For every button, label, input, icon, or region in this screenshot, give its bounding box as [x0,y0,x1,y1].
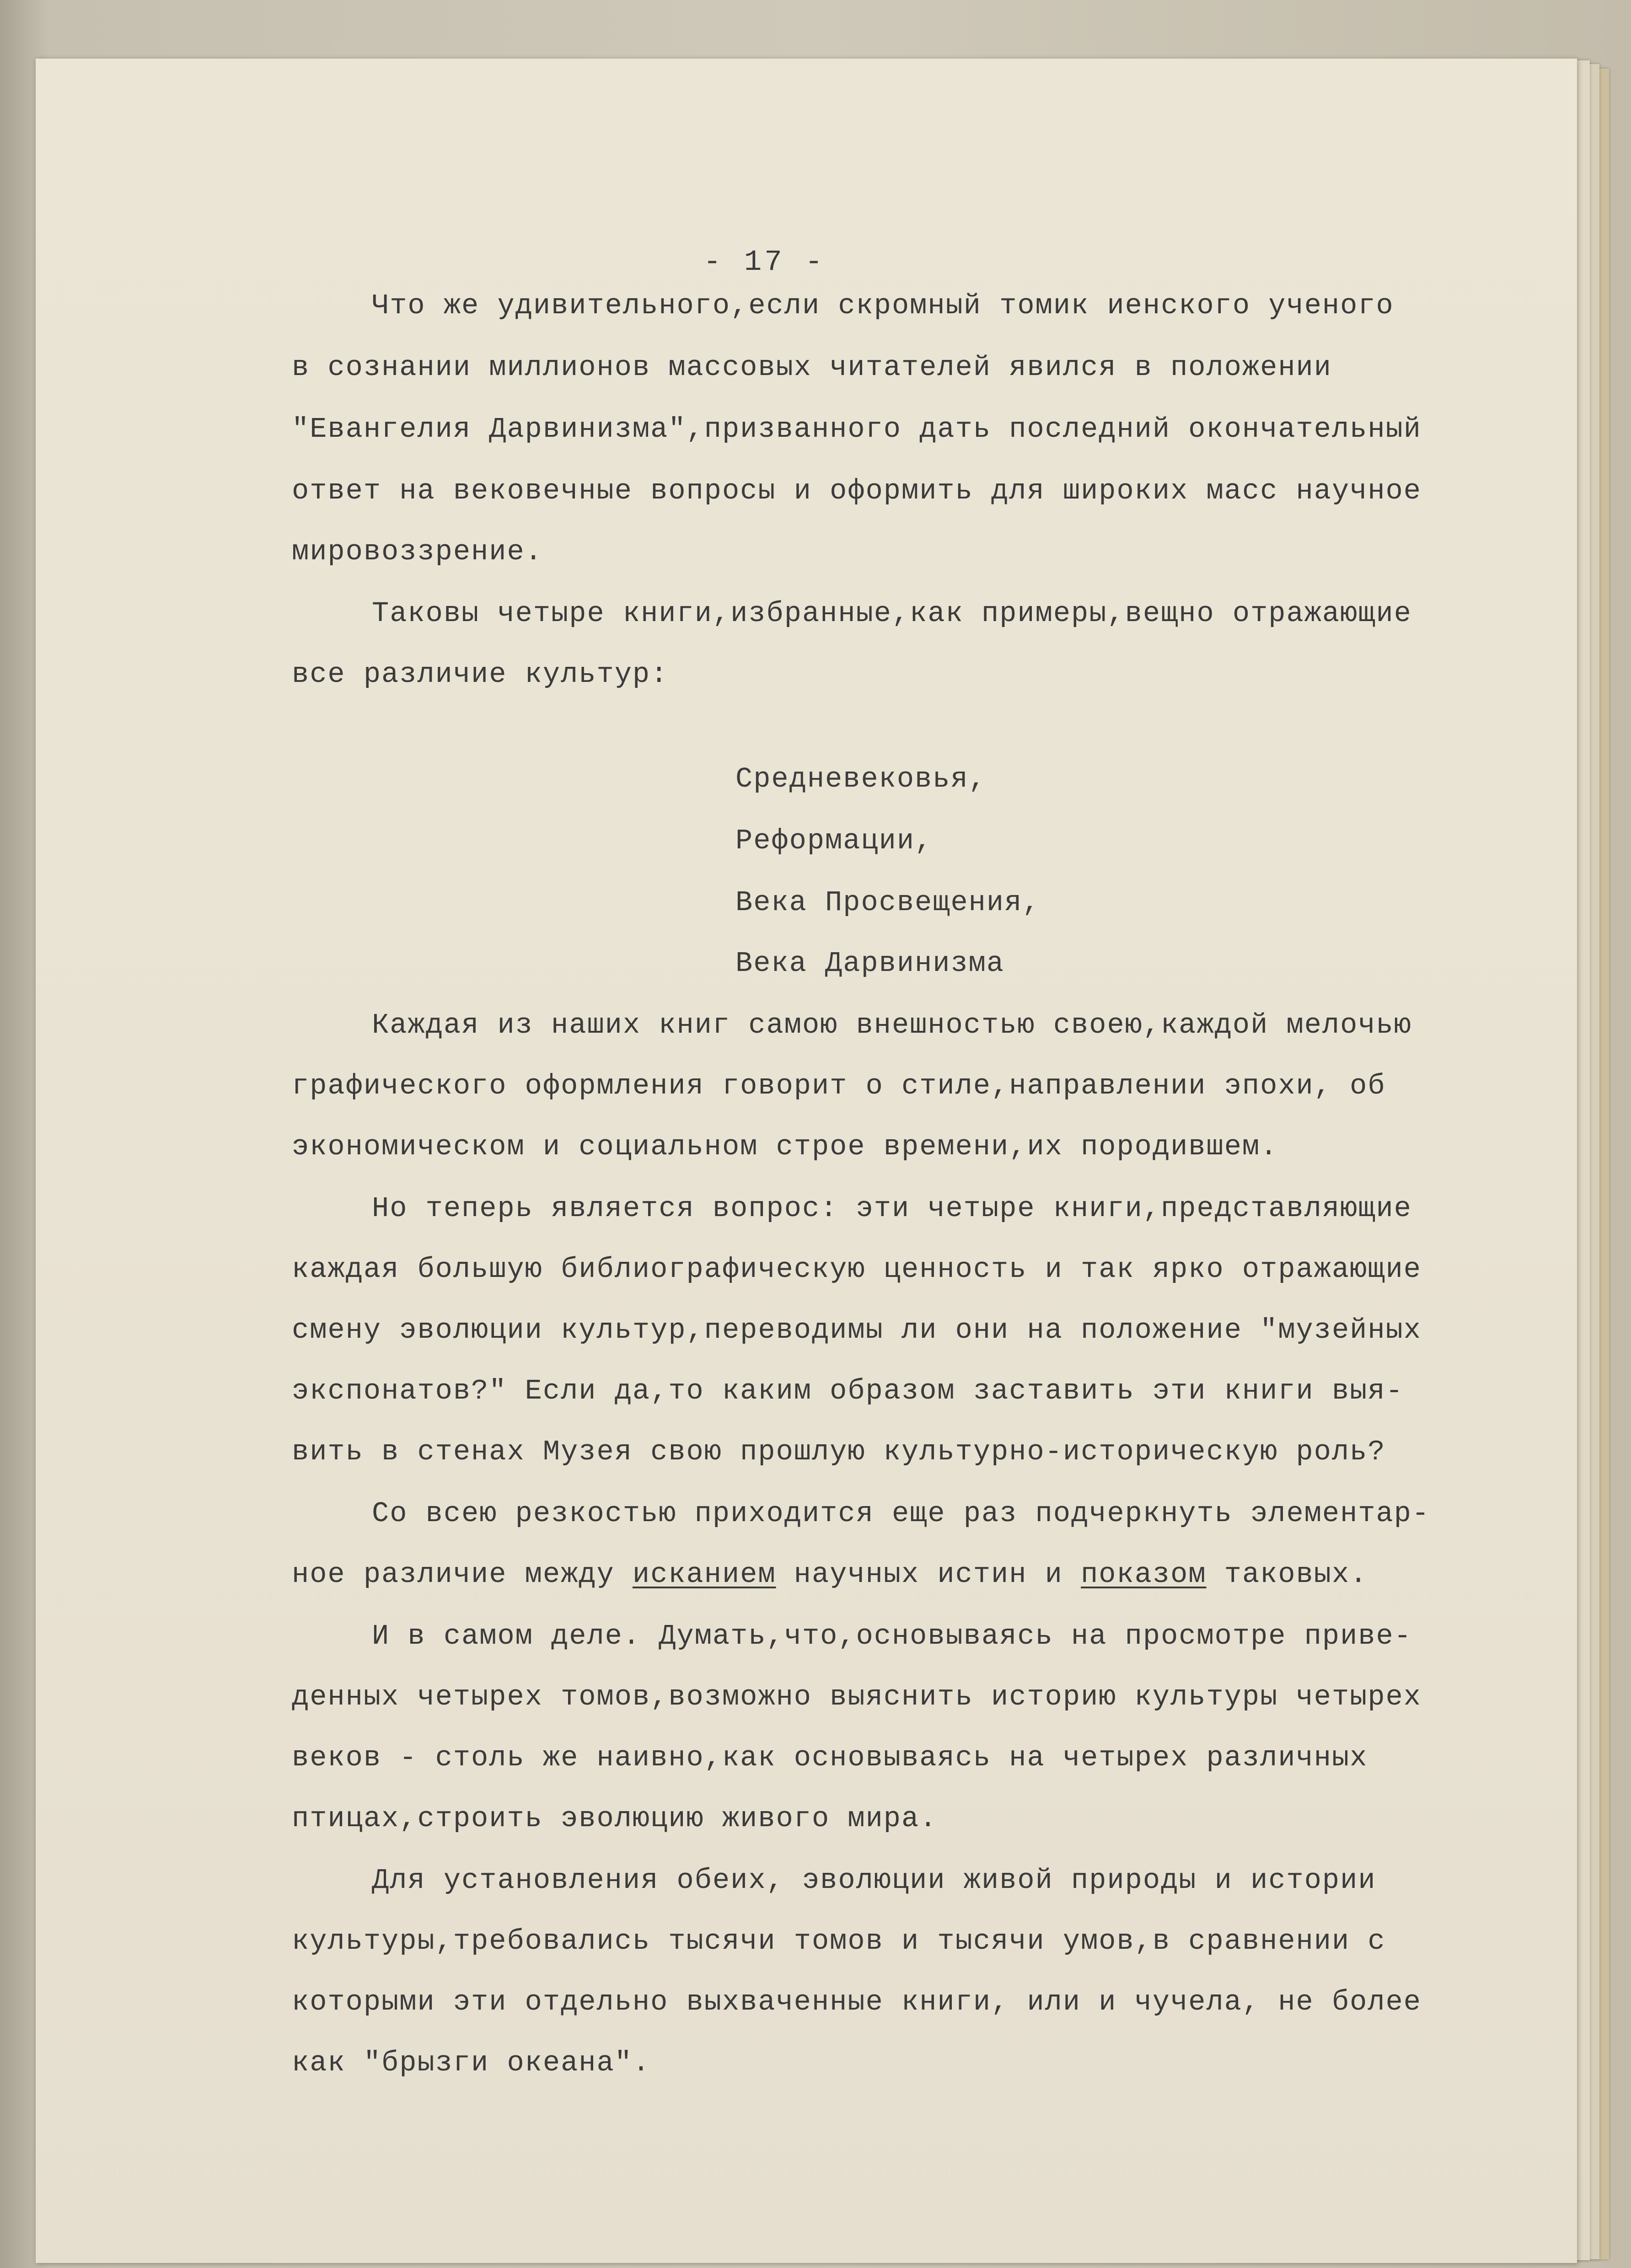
typewritten-page [36,59,1577,2263]
text-line: Что же удивительного,если скромный томик иенского ученого [372,290,1394,322]
text-line [292,1560,1368,1589]
text-line: Каждая из наших книг самою внешностью своею,каждой мелочью [372,1009,1412,1041]
page-number: - 17 - [703,246,826,279]
text-line: Но теперь является вопрос: эти четыре книги,представляющие [372,1192,1412,1225]
text-line: как "брызги океана". [292,2047,651,2079]
text-line: веков - столь же наивно,как основываясь на четырех различных [292,1742,1368,1774]
text-segment: научных истин и [776,1558,1081,1591]
text-segment: ное различие между [292,1558,633,1591]
text-line: культуры,требовались тысячи томов и тысячи умов,в сравнении с [292,1925,1386,1957]
text-line: Таковы четыре книги,избранные,как примеры,вещно отражающие [372,597,1412,630]
text-line: "Евангелия Дарвинизма",призванного дать последний окончательный [292,413,1422,445]
text-line: денных четырех томов,возможно выяснить историю культуры четырех [292,1681,1422,1713]
list-item: Средневековья, [735,763,987,795]
text-line: смену эволюции культур,переводимы ли они на положение "музейных [292,1314,1422,1346]
underlined-word: исканием [632,1558,776,1591]
list-item: Реформации, [735,825,933,857]
text-line: И в самом деле. Думать,что,основываясь на просмотре приве- [372,1620,1412,1652]
text-line: экспонатов?" Если да,то каким образом заставить эти книги выя- [292,1375,1404,1407]
text-line: каждая большую библиографическую ценность и так ярко отражающие [292,1253,1422,1286]
text-line: Для установления обеих, эволюции живой природы и истории [372,1864,1376,1897]
text-line: вить в стенах Музея свою прошлую культурно-историческую роль? [292,1436,1386,1468]
text-line: ответ на вековечные вопросы и оформить для широких масс научное [292,475,1422,507]
text-line: Со всею резкостью приходится еще раз подчеркнуть элементар- [372,1497,1430,1530]
text-line: графического оформления говорит о стиле,направлении эпохи, об [292,1070,1386,1102]
text-line: птицах,строить эволюцию живого мира. [292,1802,938,1835]
text-line: которыми эти отдельно выхваченные книги, или и чучела, не более [292,1986,1422,2018]
underlined-word: показом [1081,1558,1207,1591]
text-line: мировоззрение. [292,536,543,568]
text-line: все различие культур: [292,658,669,691]
text-line: экономическом и социальном строе времени,их породившем. [292,1131,1278,1163]
text-line: в сознании миллионов массовых читателей явился в положении [292,351,1332,384]
text-segment: таковых. [1206,1558,1368,1591]
list-item: Века Просвещения, [735,886,1041,919]
list-item: Века Дарвинизма [735,947,1005,980]
